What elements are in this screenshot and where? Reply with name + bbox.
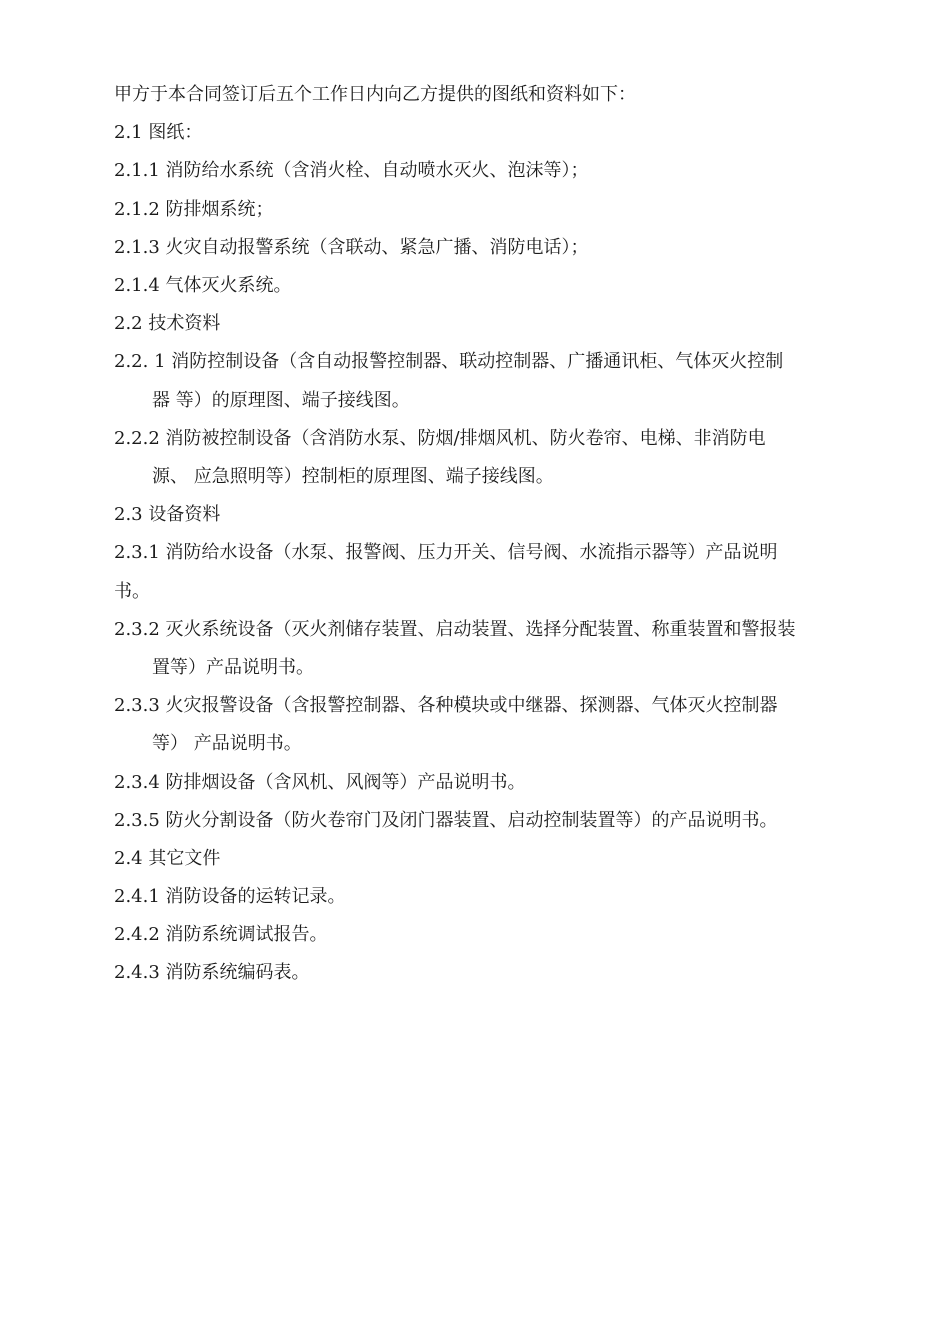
- list-item-2-3-5: 2.3.5 防火分割设备（防火卷帘门及闭门器装置、启动控制装置等）的产品说明书。: [114, 809, 778, 831]
- list-item-continuation: 置等）产品说明书。: [152, 656, 314, 678]
- intro-paragraph: 甲方于本合同签订后五个工作日内向乙方提供的图纸和资料如下：: [114, 84, 636, 105]
- section-heading-2-4: 2.4 其它文件: [114, 847, 221, 869]
- list-item-text: 2.2.2 消防被控制设备（含消防水泵、防烟/排烟风机、防火卷帘、电梯、非消防电: [114, 427, 766, 449]
- section-heading-2-2: 2.2 技术资料: [114, 313, 221, 335]
- list-item-2-3-1: [114, 534, 840, 610]
- list-item-2-2-2: [114, 420, 840, 496]
- document-body: [114, 76, 840, 993]
- section-heading-2-3: 2.3 设备资料: [114, 504, 221, 526]
- list-item-2-3-3: [114, 687, 840, 763]
- list-item-text: 2.2. 1 消防控制设备（含自动报警控制器、联动控制器、广播通讯柜、气体灭火控制: [114, 351, 784, 373]
- list-item-text: 2.3.1 消防给水设备（水泵、报警阀、压力开关、信号阀、水流指示器等）产品说明: [114, 542, 778, 564]
- list-item-2-1-4: 2.1.4 气体灭火系统。: [114, 274, 292, 296]
- list-item-continuation: 器 等）的原理图、端子接线图。: [152, 389, 410, 411]
- list-item-continuation: 源、 应急照明等）控制柜的原理图、端子接线图。: [152, 465, 554, 487]
- list-item-text: 2.3.2 灭火系统设备（灭火剂储存装置、启动装置、选择分配装置、称重装置和警报装: [114, 618, 796, 640]
- list-item-continuation: 等） 产品说明书。: [152, 733, 302, 755]
- list-item-2-4-3: 2.4.3 消防系统编码表。: [114, 962, 310, 984]
- section-heading-2-1: 2.1 图纸：: [114, 122, 203, 144]
- list-item-text: 2.3.3 火灾报警设备（含报警控制器、各种模块或中继器、探测器、气体灭火控制器: [114, 695, 778, 717]
- list-item-2-1-2: 2.1.2 防排烟系统；: [114, 198, 274, 220]
- list-item-continuation: 书。: [114, 580, 150, 602]
- list-item-2-3-4: 2.3.4 防排烟设备（含风机、风阀等）产品说明书。: [114, 771, 526, 793]
- list-item-2-1-1: 2.1.1 消防给水系统（含消火栓、自动喷水灭火、泡沫等）；: [114, 160, 589, 182]
- list-item-2-4-1: 2.4.1 消防设备的运转记录。: [114, 886, 346, 908]
- list-item-2-2-1: [114, 343, 840, 419]
- list-item-2-3-2: [114, 611, 840, 687]
- list-item-2-4-2: 2.4.2 消防系统调试报告。: [114, 924, 328, 946]
- list-item-2-1-3: 2.1.3 火灾自动报警系统（含联动、紧急广播、消防电话）；: [114, 236, 589, 258]
